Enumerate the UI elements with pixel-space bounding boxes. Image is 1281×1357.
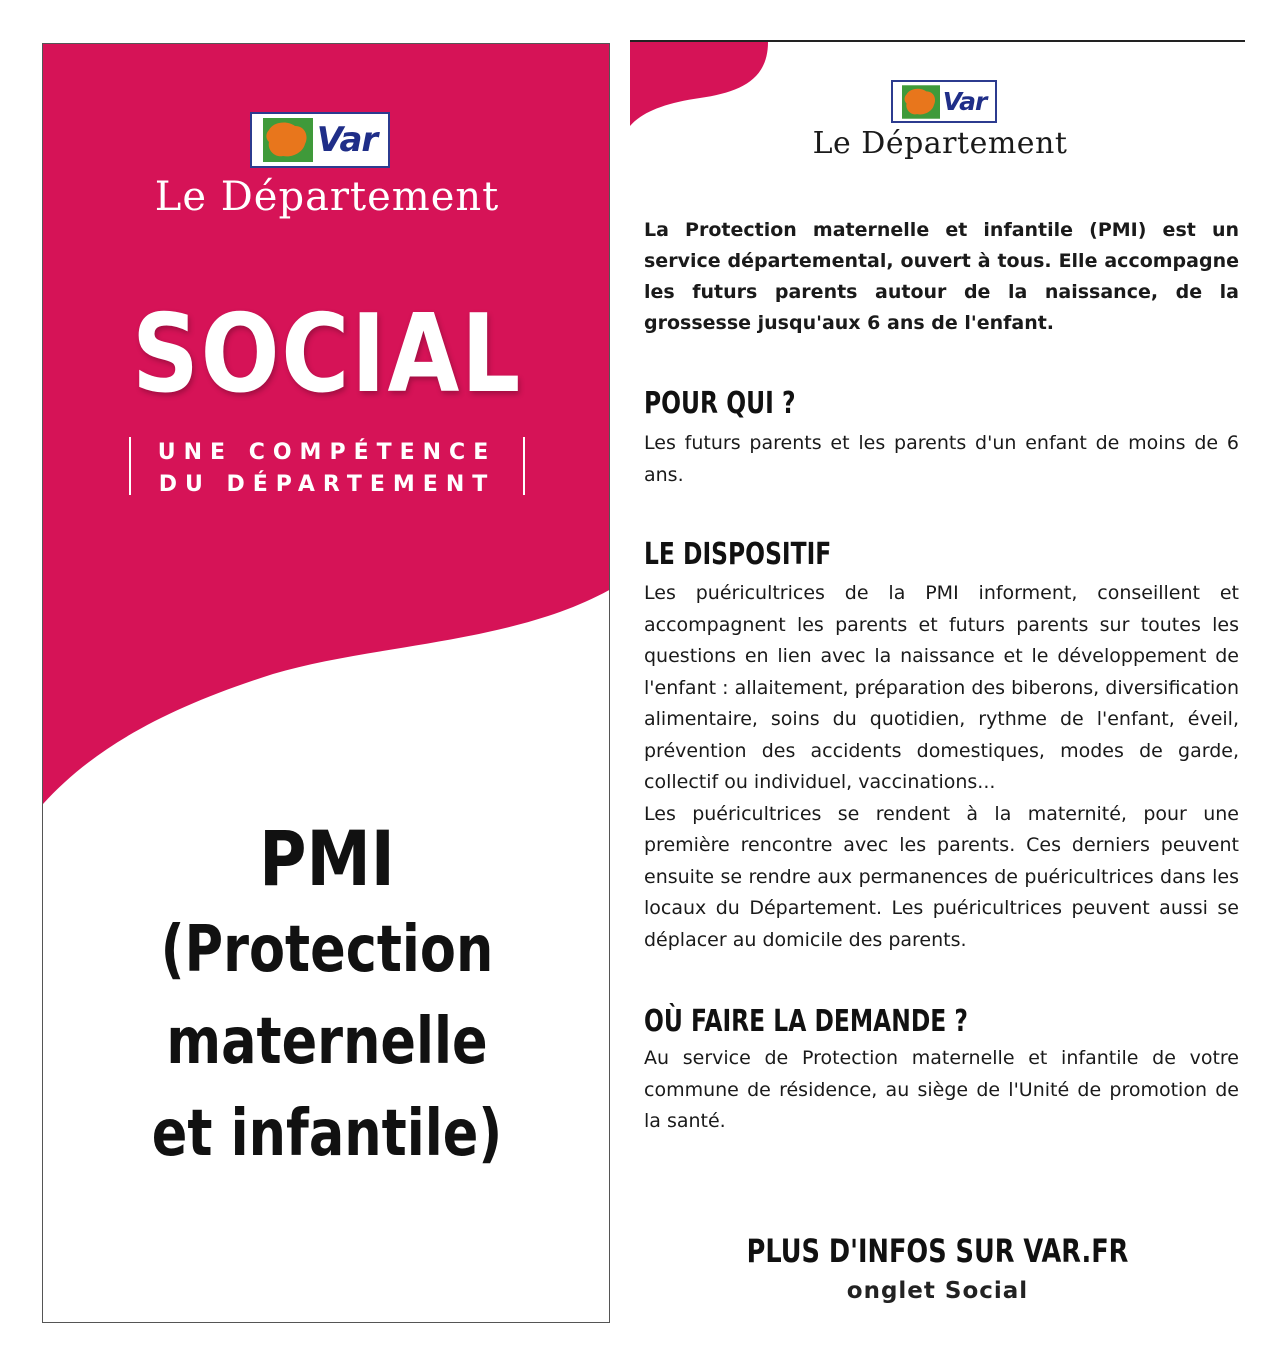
section-body-demande: Au service de Protection maternelle et infantile de votre commune de résidence, au siège de l'Unité de promotion de la santé.: [644, 1047, 1239, 1132]
pmi-subtitle-line-3: et infantile): [151, 1097, 503, 1171]
pmi-title-block: [43, 814, 610, 1180]
cover-panel: [42, 43, 610, 1323]
info-panel: [630, 40, 1270, 1330]
more-info-link-text: PLUS D'INFOS SUR VAR.FR: [746, 1232, 1129, 1270]
var-department-map-icon: [263, 118, 313, 162]
section-body-dispositif: [644, 578, 1239, 956]
dispositif-paragraph-2: Les puéricultrices se rendent à la maternité, pour une première rencontre avec les parents. Ces derniers peuvent ensuite se rendre aux permanences de puéricultrices dans les locaux du Département. Les puéricultrices peuvent aussi se déplacer au domicile des parents.: [644, 802, 1239, 951]
competence-line-2: DU DÉPARTEMENT: [158, 472, 496, 497]
social-title: SOCIAL: [132, 292, 522, 417]
logo-text: Var: [942, 87, 987, 116]
var-department-map-icon: [902, 85, 940, 119]
pmi-title: PMI: [259, 814, 395, 903]
pmi-subtitle-line-1: (Protection: [160, 913, 494, 987]
intro-paragraph: La Protection maternelle et infantile (PMI) est un service départemental, ouvert à tous. Elle accompagne les futurs parents autour de la naissance, de la grossesse jusqu'aux 6 ans de l'enfant.: [644, 219, 1239, 334]
more-info-subtext: onglet Social: [846, 1278, 1029, 1304]
competence-subtitle: [129, 437, 525, 495]
section-heading-dispositif: LE DISPOSITIF: [644, 537, 832, 572]
section-body-pour-qui: Les futurs parents et les parents d'un enfant de moins de 6 ans.: [644, 432, 1239, 486]
competence-line-1: UNE COMPÉTENCE: [157, 440, 497, 465]
pink-corner-wave: [630, 40, 770, 130]
logo-text: Var: [316, 120, 378, 160]
section-heading-pour-qui: POUR QUI ?: [644, 386, 796, 421]
var-logo-small: [891, 80, 997, 123]
department-label: Le Département: [812, 126, 1068, 161]
department-label: Le Département: [154, 174, 500, 220]
dispositif-paragraph-1: Les puéricultrices de la PMI informent, conseillent et accompagnent les parents et futurs parents sur toutes les questions en lien avec la naissance et le développement de l'enfant : allaitement, préparation des biberons, diversification alimentaire, soins du quotidien, rythme de l'enfant, éveil, prévention des accidents domestiques, modes de garde, collectif ou individuel, vaccinations...: [644, 582, 1239, 793]
section-heading-demande: OÙ FAIRE LA DEMANDE ?: [644, 1004, 968, 1039]
var-logo: [250, 112, 390, 168]
pmi-subtitle-line-2: maternelle: [166, 1005, 488, 1079]
